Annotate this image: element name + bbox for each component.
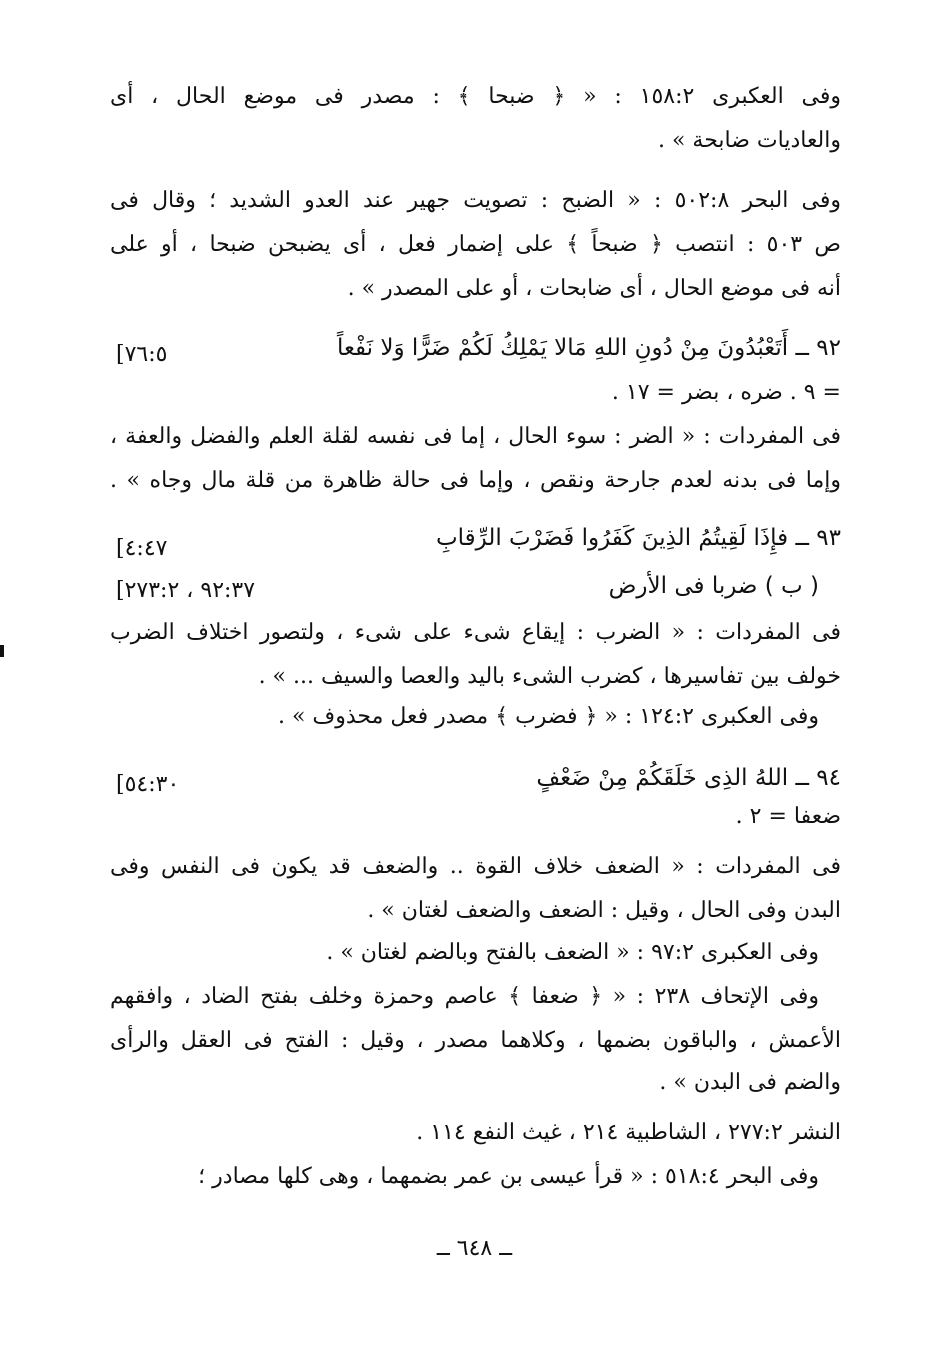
text-line: وإما فى بدنه لعدم جارحة ونقص ، وإما فى حالة ظاهرة من قلة مال وجاه » . — [110, 468, 841, 493]
text-line: ضعفا = ٢ . — [735, 804, 841, 829]
verse-92-reference: [٧٦:٥ — [116, 342, 168, 367]
text-line: وفى الإتحاف ٢٣٨ : « ﴿ ضعفا ﴾ عاصم وحمزة وخلف بفتح الضاد ، وافقهم — [110, 984, 819, 1009]
text-line: ص ٥٠٣ : انتصب ﴿ ضبحاً ﴾ على إضمار فعل ، أى يضبحن ضبحا ، أو على — [110, 232, 841, 257]
text-line: فى المفردات : « الضرب : إيقاع شىء على شىء ، ولتصور اختلاف الضرب — [110, 620, 841, 645]
verse-94-reference: [٥٤:٣٠ — [116, 772, 180, 797]
verse-94: ٩٤ ــ اللهُ الذِى خَلَقَكُمْ مِنْ ضَعْفٍ — [536, 765, 841, 791]
margin-mark — [0, 645, 4, 657]
verse-92: ٩٢ ــ أَتَعْبُدُونَ مِنْ دُونِ اللهِ مَالا يَمْلِكُ لَكُمْ ضَرًّا وَلا نَفْعاً — [336, 335, 841, 361]
verse-93: ٩٣ ــ فإِذَا لَقِيتُمُ الذِينَ كَفَرُوا فَضَرْبَ الرِّقابِ — [435, 525, 841, 551]
text-line: وفى البحر ٥٠٢:٨ : « الضبح : تصويت جهير عند العدو الشديد ؛ وقال فى — [110, 188, 841, 213]
text-line: والعاديات ضابحة » . — [657, 128, 841, 153]
text-line: وفى العكبرى ٩٧:٢ : « الضعف بالفتح وبالضم لغتان » . — [326, 940, 819, 965]
text-line: والضم فى البدن » . — [659, 1070, 841, 1095]
text-line: فى المفردات : « الضعف خلاف القوة .. والضعف قد يكون فى النفس وفى — [110, 854, 841, 879]
text-line: وفى البحر ٥١٨:٤ : « قرأ عيسى بن عمر بضمهما ، وهى كلها مصادر ؛ — [198, 1164, 819, 1189]
text-line: وفى العكبرى ١٢٤:٢ : « ﴿ فضرب ﴾ مصدر فعل محذوف » . — [277, 704, 819, 729]
page-number: ــ ٦٤٨ ــ — [436, 1236, 513, 1261]
text-line: الأعمش ، والباقون بضمها ، وكلاهما مصدر ، وقيل : الفتح فى العقل والرأى — [110, 1028, 841, 1053]
text-line: وفى العكبرى ١٥٨:٢ : « ﴿ ضبحا ﴾ : مصدر فى موضع الحال ، أى — [110, 84, 841, 109]
text-line: خولف بين تفاسيرها ، كضرب الشىء باليد والعصا والسيف ... » . — [258, 664, 841, 689]
text-line: أنه فى موضع الحال ، أى ضابحات ، أو على المصدر » . — [347, 276, 841, 301]
verse-93-b: ( ب ) ضربا فى الأرض — [608, 573, 819, 599]
text-line: البدن وفى الحال ، وقيل : الضعف والضعف لغتان » . — [367, 898, 841, 923]
text-line: فى المفردات : « الضر : سوء الحال ، إما فى نفسه لقلة العلم والفضل والعفة ، — [110, 424, 841, 449]
text-line: = ٩ . ضره ، بضر = ١٧ . — [611, 380, 841, 405]
text-line: النشر ٢٧٧:٢ ، الشاطبية ٢١٤ ، غيث النفع ١١٤ . — [416, 1120, 841, 1145]
verse-93-b-reference: [٩٢:٣٧ ، ٢٧٣:٢ — [116, 578, 256, 603]
verse-93-reference: [٤:٤٧ — [116, 536, 168, 561]
